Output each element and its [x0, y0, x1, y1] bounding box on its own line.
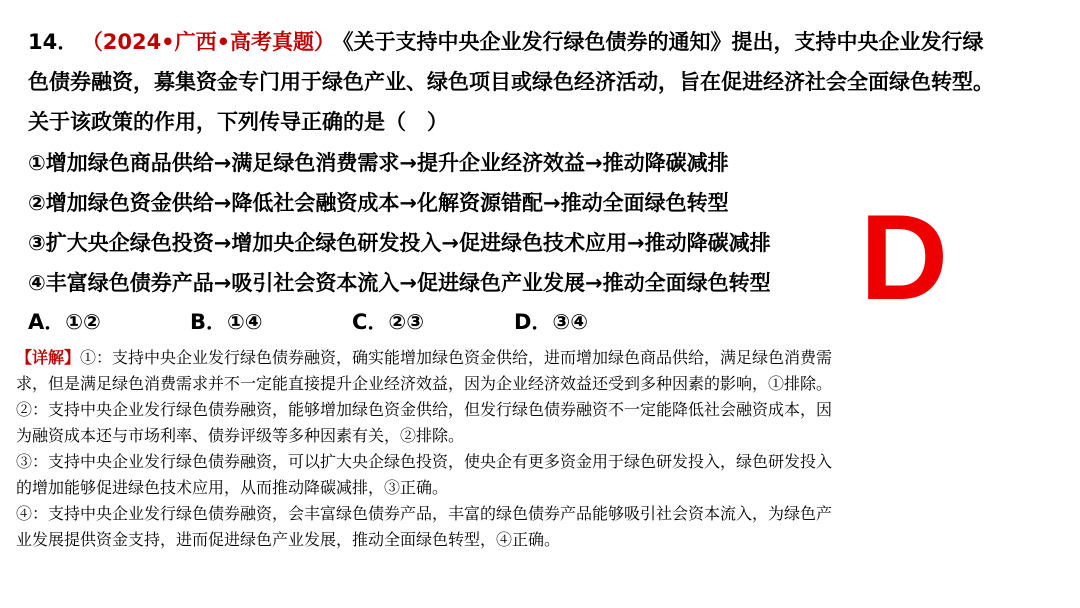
question-source: （2024•广西•高考真题） [92, 30, 336, 54]
explanation-line: 为融资成本还与市场利率、债券评级等多种因素有关，②排除。 [16, 426, 465, 445]
question-block [28, 22, 1058, 142]
explanation-line: 的增加能够促进绿色技术应用，从而推动降碳减排，③正确。 [16, 478, 449, 497]
question-number: 14． [28, 30, 79, 54]
explanation-text: ①：支持中央企业发行绿色债券融资，确实能增加绿色资金供给，进而增加绿色商品供给，满足绿色消费需 [80, 348, 833, 367]
question-text-line: 《关于支持中央企业发行绿色债券的通知》提出，支持中央企业发行绿 [343, 30, 984, 54]
answer-letter: D [860, 189, 949, 325]
answer-choices [28, 304, 676, 340]
option-statements [28, 143, 771, 303]
question-text-line: 关于该政策的作用，下列传导正确的是（ ） [28, 110, 448, 134]
question-text-line: 色债券融资，募集资金专门用于绿色产业、绿色项目或绿色经济活动，旨在促进经济社会全面绿色转型。 [28, 70, 994, 94]
explanation-line: 业发展提供资金支持，进而促进绿色产业发展，推动全面绿色转型，④正确。 [16, 530, 561, 549]
option-statement-3: ③扩大央企绿色投资→增加央企绿色研发投入→促进绿色技术应用→推动降碳减排 [28, 231, 771, 255]
choice-a: A．①② [28, 310, 101, 334]
explanation-line [16, 345, 1066, 371]
choice-c: C．②③ [352, 310, 424, 334]
explanation-line: ③：支持中央企业发行绿色债券融资，可以扩大央企绿色投资，使央企有更多资金用于绿色研发投入，绿色研发投入 [16, 452, 833, 471]
explanation-heading: 【详解】 [16, 348, 81, 367]
question-line-1 [28, 22, 1058, 62]
choice-d: D．③④ [514, 310, 588, 334]
explanation-line: ④：支持中央企业发行绿色债券融资，会丰富绿色债券产品，丰富的绿色债券产品能够吸引社会资本流入，为绿色产 [16, 504, 833, 523]
option-statement-4: ④丰富绿色债券产品→吸引社会资本流入→促进绿色产业发展→推动全面绿色转型 [28, 271, 771, 295]
explanation-line: 求，但是满足绿色消费需求并不一定能直接提升企业经济效益，因为企业经济效益还受到多种因素的影响，①排除。 [16, 374, 833, 393]
explanation-line: ②：支持中央企业发行绿色债券融资，能够增加绿色资金供给，但发行绿色债券融资不一定能降低社会融资成本，因 [16, 400, 833, 419]
option-statement-1: ①增加绿色商品供给→满足绿色消费需求→提升企业经济效益→推动降碳减排 [28, 151, 729, 175]
choice-b: B．①④ [190, 310, 263, 334]
explanation-block [16, 345, 1066, 553]
option-statement-2: ②增加绿色资金供给→降低社会融资成本→化解资源错配→推动全面绿色转型 [28, 191, 729, 215]
